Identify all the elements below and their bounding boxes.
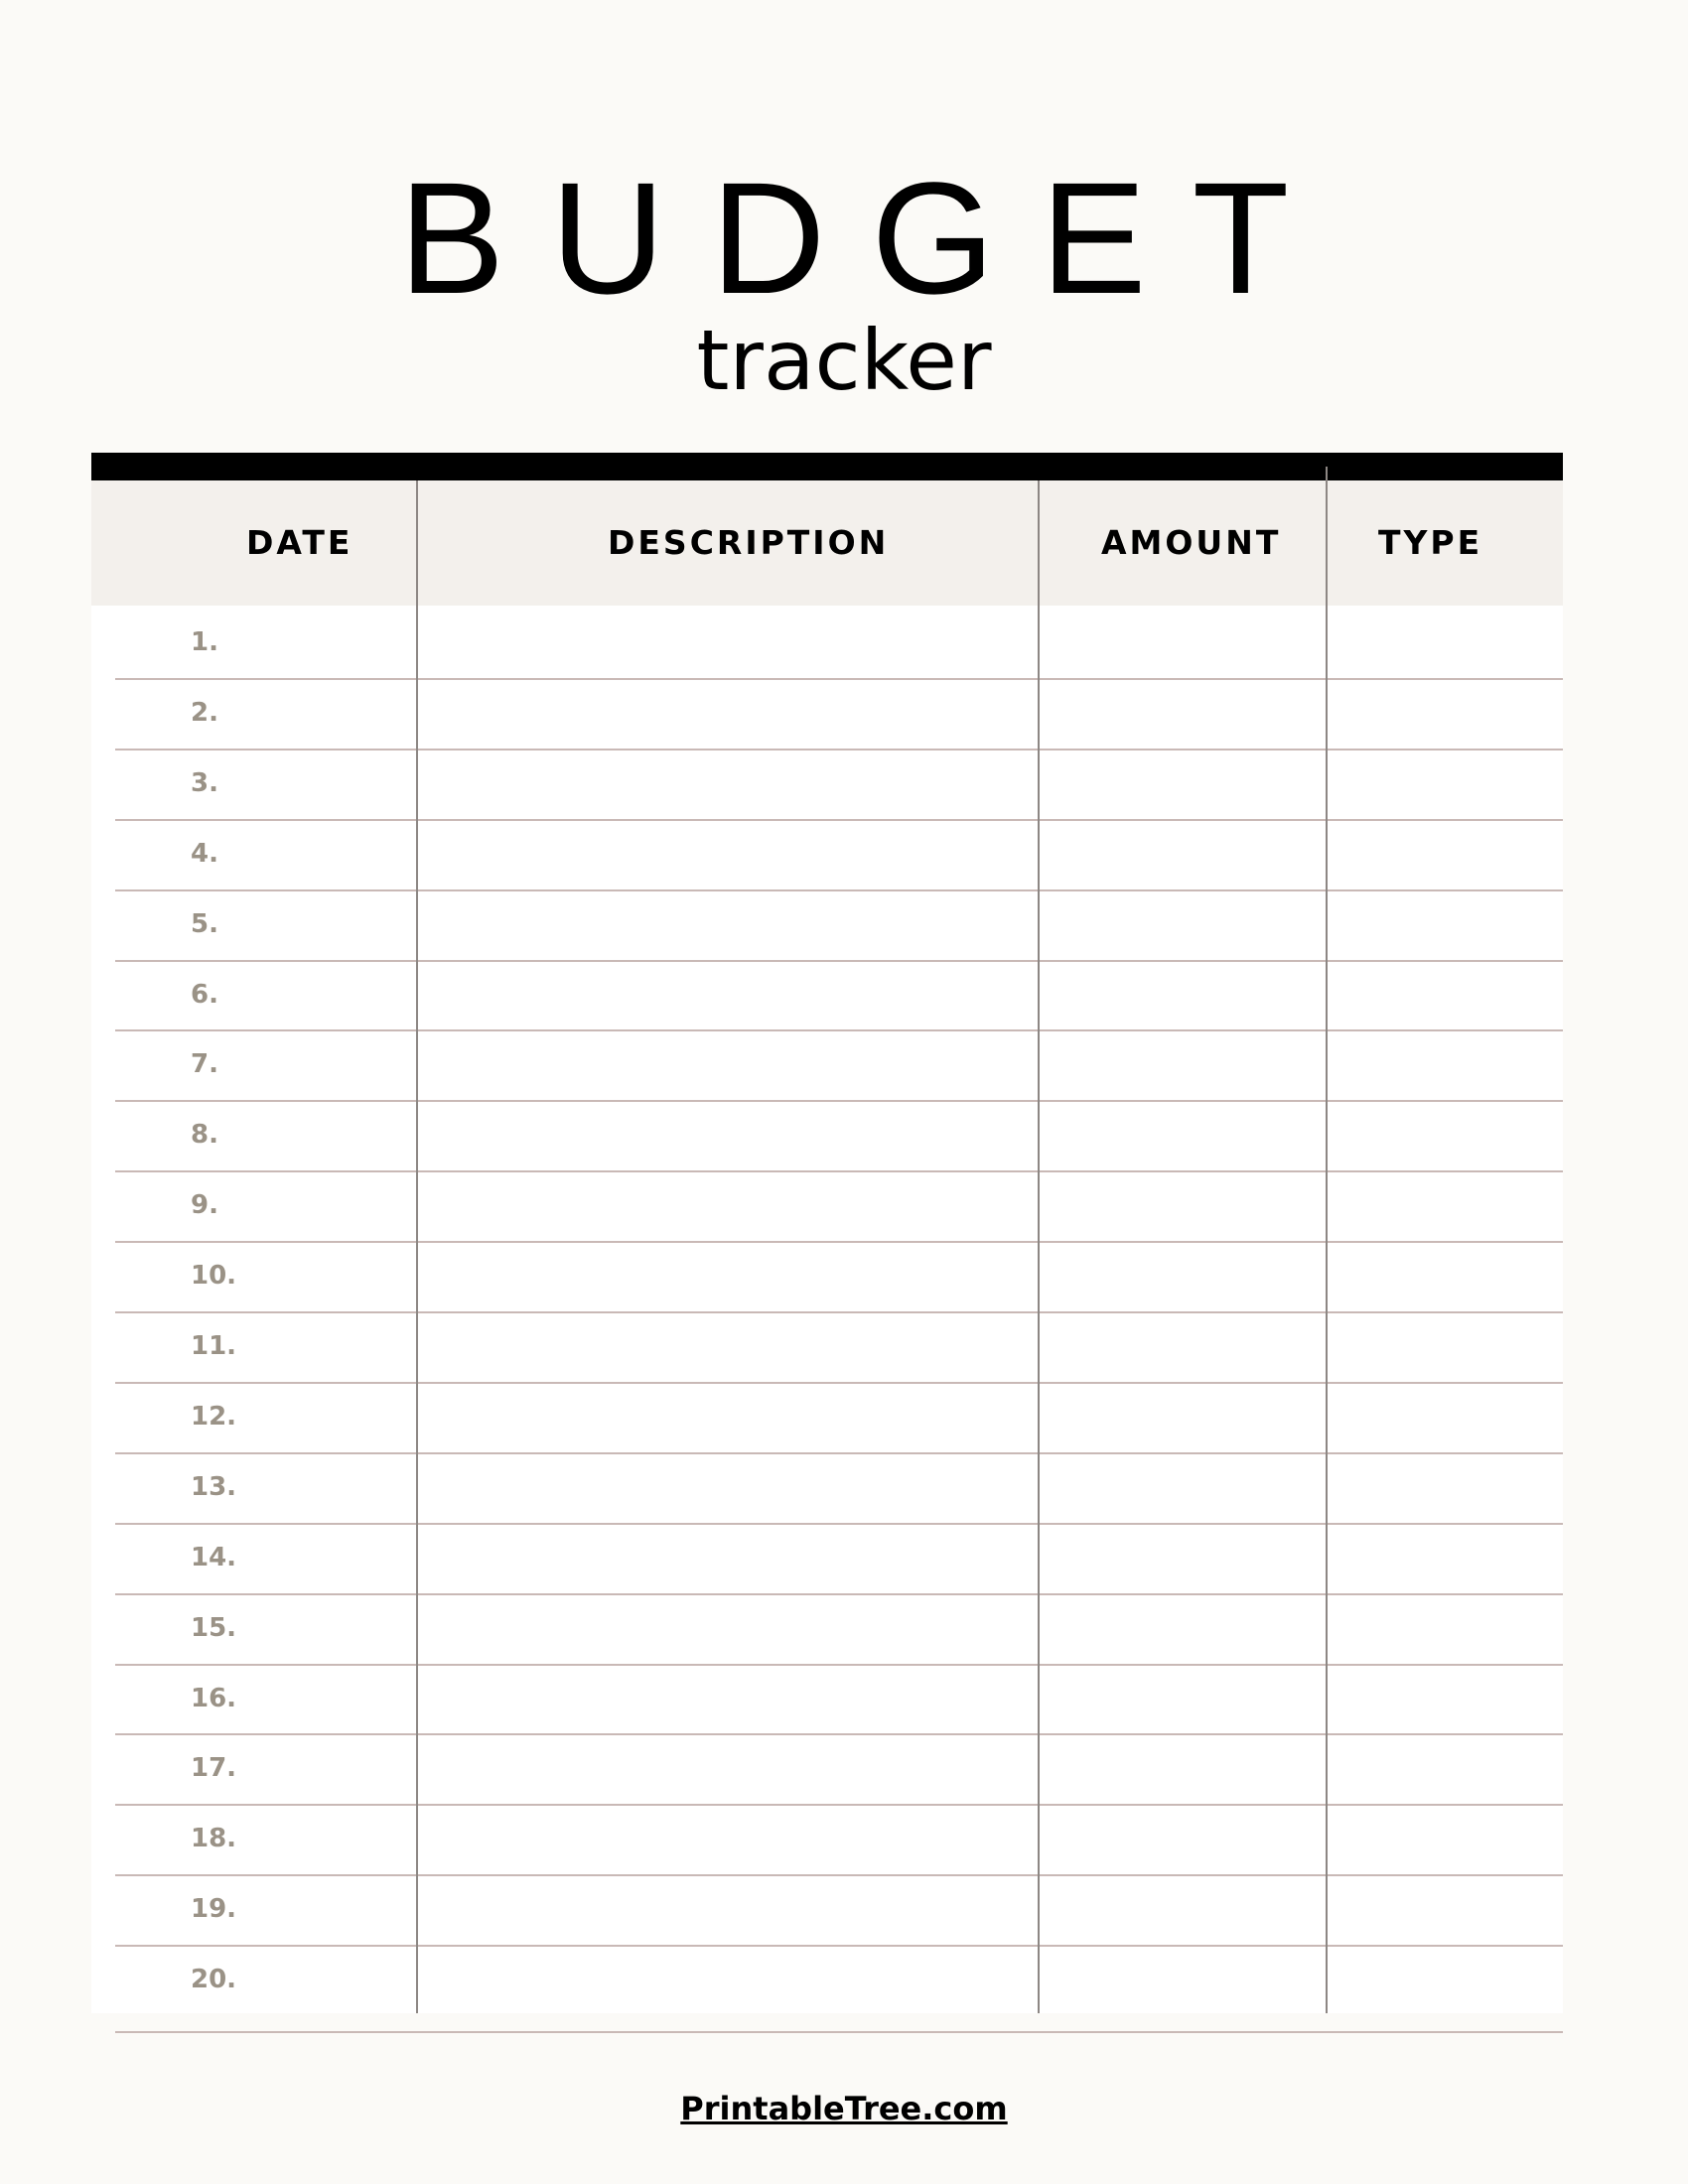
row-rule — [115, 749, 1563, 751]
row-rule — [115, 1733, 1563, 1735]
row-rule — [115, 1170, 1563, 1172]
row-rule — [115, 1874, 1563, 1876]
footer-site-link[interactable]: PrintableTree.com — [680, 2090, 1008, 2127]
row-rule — [115, 1029, 1563, 1031]
row-number: 13. — [191, 1472, 237, 1502]
page-subtitle: tracker — [696, 312, 992, 409]
row-rule — [115, 960, 1563, 962]
row-number: 18. — [191, 1824, 237, 1853]
table-top-bar — [91, 453, 1563, 480]
row-rule — [115, 1452, 1563, 1454]
row-number: 12. — [191, 1402, 237, 1432]
row-number: 7. — [191, 1049, 218, 1079]
column-divider — [416, 480, 418, 2013]
row-number: 4. — [191, 839, 218, 869]
row-rule — [115, 1593, 1563, 1595]
column-header-date: DATE — [246, 523, 353, 562]
row-number: 16. — [191, 1684, 237, 1713]
row-number: 15. — [191, 1613, 237, 1643]
row-number: 9. — [191, 1190, 218, 1220]
row-number: 1. — [191, 627, 218, 657]
table-body — [91, 606, 1563, 2013]
row-rule — [115, 1311, 1563, 1313]
row-number: 11. — [191, 1331, 237, 1361]
row-rule — [115, 889, 1563, 891]
row-number: 6. — [191, 980, 218, 1010]
row-number: 20. — [191, 1965, 237, 1994]
page-title: BUDGET — [398, 149, 1336, 327]
row-number: 5. — [191, 909, 218, 939]
row-rule — [115, 1523, 1563, 1525]
row-number: 19. — [191, 1894, 237, 1924]
column-header-amount: AMOUNT — [1101, 523, 1282, 562]
row-rule — [115, 678, 1563, 680]
column-header-description: DESCRIPTION — [608, 523, 890, 562]
column-divider — [1038, 480, 1040, 2013]
row-rule — [115, 1382, 1563, 1384]
column-header-type: TYPE — [1378, 523, 1483, 562]
column-divider — [1326, 467, 1328, 2013]
row-rule — [115, 1664, 1563, 1666]
row-number: 10. — [191, 1261, 237, 1291]
row-rule — [115, 1804, 1563, 1806]
row-rule — [115, 1241, 1563, 1243]
row-rule — [115, 1945, 1563, 1947]
row-number: 8. — [191, 1120, 218, 1150]
row-rule — [115, 819, 1563, 821]
row-number: 3. — [191, 768, 218, 798]
row-number: 14. — [191, 1543, 237, 1572]
table-header-row — [91, 480, 1563, 606]
row-number: 2. — [191, 698, 218, 728]
bottom-rule — [115, 2031, 1563, 2033]
budget-table — [91, 453, 1563, 2013]
row-number: 17. — [191, 1753, 237, 1783]
row-rule — [115, 1100, 1563, 1102]
